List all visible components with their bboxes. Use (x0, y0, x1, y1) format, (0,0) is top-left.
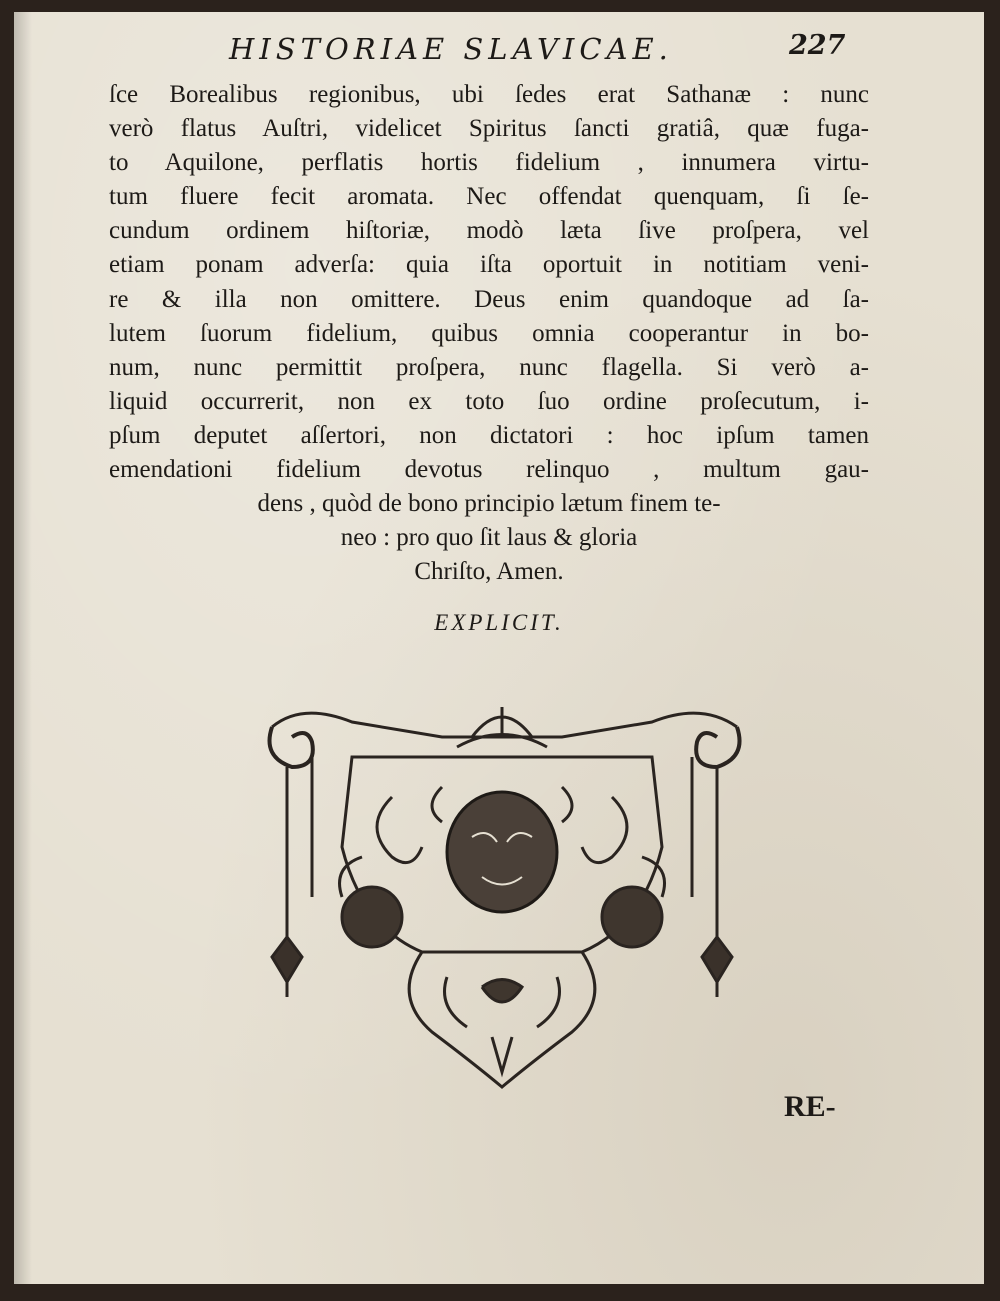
text-line: Chriſto, Amen. (414, 558, 564, 586)
text-line: num, nunc permittit proſpera, nunc flagella. Si verò a- (109, 353, 869, 381)
text-line: verò flatus Auſtri, videlicet Spiritus ſancti gratiâ, quæ fuga- (109, 115, 869, 143)
text-line: tum fluere fecit aromata. Nec offendat quenquam, ſi ſe- (109, 183, 869, 211)
text-line: cundum ordinem hiſtoriæ, modò læta ſive proſpera, vel (109, 217, 869, 245)
text-line: emendationi fidelium devotus relinquo , multum gau- (109, 456, 869, 484)
text-line: pſum deputet aſſertori, non dictatori : hoc ipſum tamen (109, 421, 869, 449)
text-line: ſce Borealibus regionibus, ubi ſedes erat Sathanæ : nunc (109, 81, 869, 108)
text-line: dens , quòd de bono principio lætum finem te- (257, 490, 721, 518)
text-line: etiam ponam adverſa: quia iſta oportuit in notitiam veni- (109, 251, 869, 279)
explicit-label: EXPLICIT. (434, 610, 564, 635)
running-head: HISTORIAE SLAVICAE. (229, 32, 673, 66)
catchword: RE- (784, 1090, 836, 1123)
text-line: liquid occurrerit, non ex toto ſuo ordine proſecutum, i- (109, 387, 869, 415)
gutter-shadow (14, 12, 32, 1284)
text-line: to Aquilone, perflatis hortis fidelium , innumera virtu- (109, 149, 869, 177)
woodcut-ornament-icon (242, 697, 762, 1092)
body-text (109, 78, 869, 589)
book-page (14, 12, 984, 1284)
page-number: 227 (789, 30, 846, 61)
text-line: re & illa non omittere. Deus enim quandoque ad ſa- (109, 285, 869, 313)
text-line: neo : pro quo ſit laus & gloria (340, 524, 638, 552)
text-line: lutem ſuorum fidelium, quibus omnia cooperantur in bo- (109, 319, 869, 347)
